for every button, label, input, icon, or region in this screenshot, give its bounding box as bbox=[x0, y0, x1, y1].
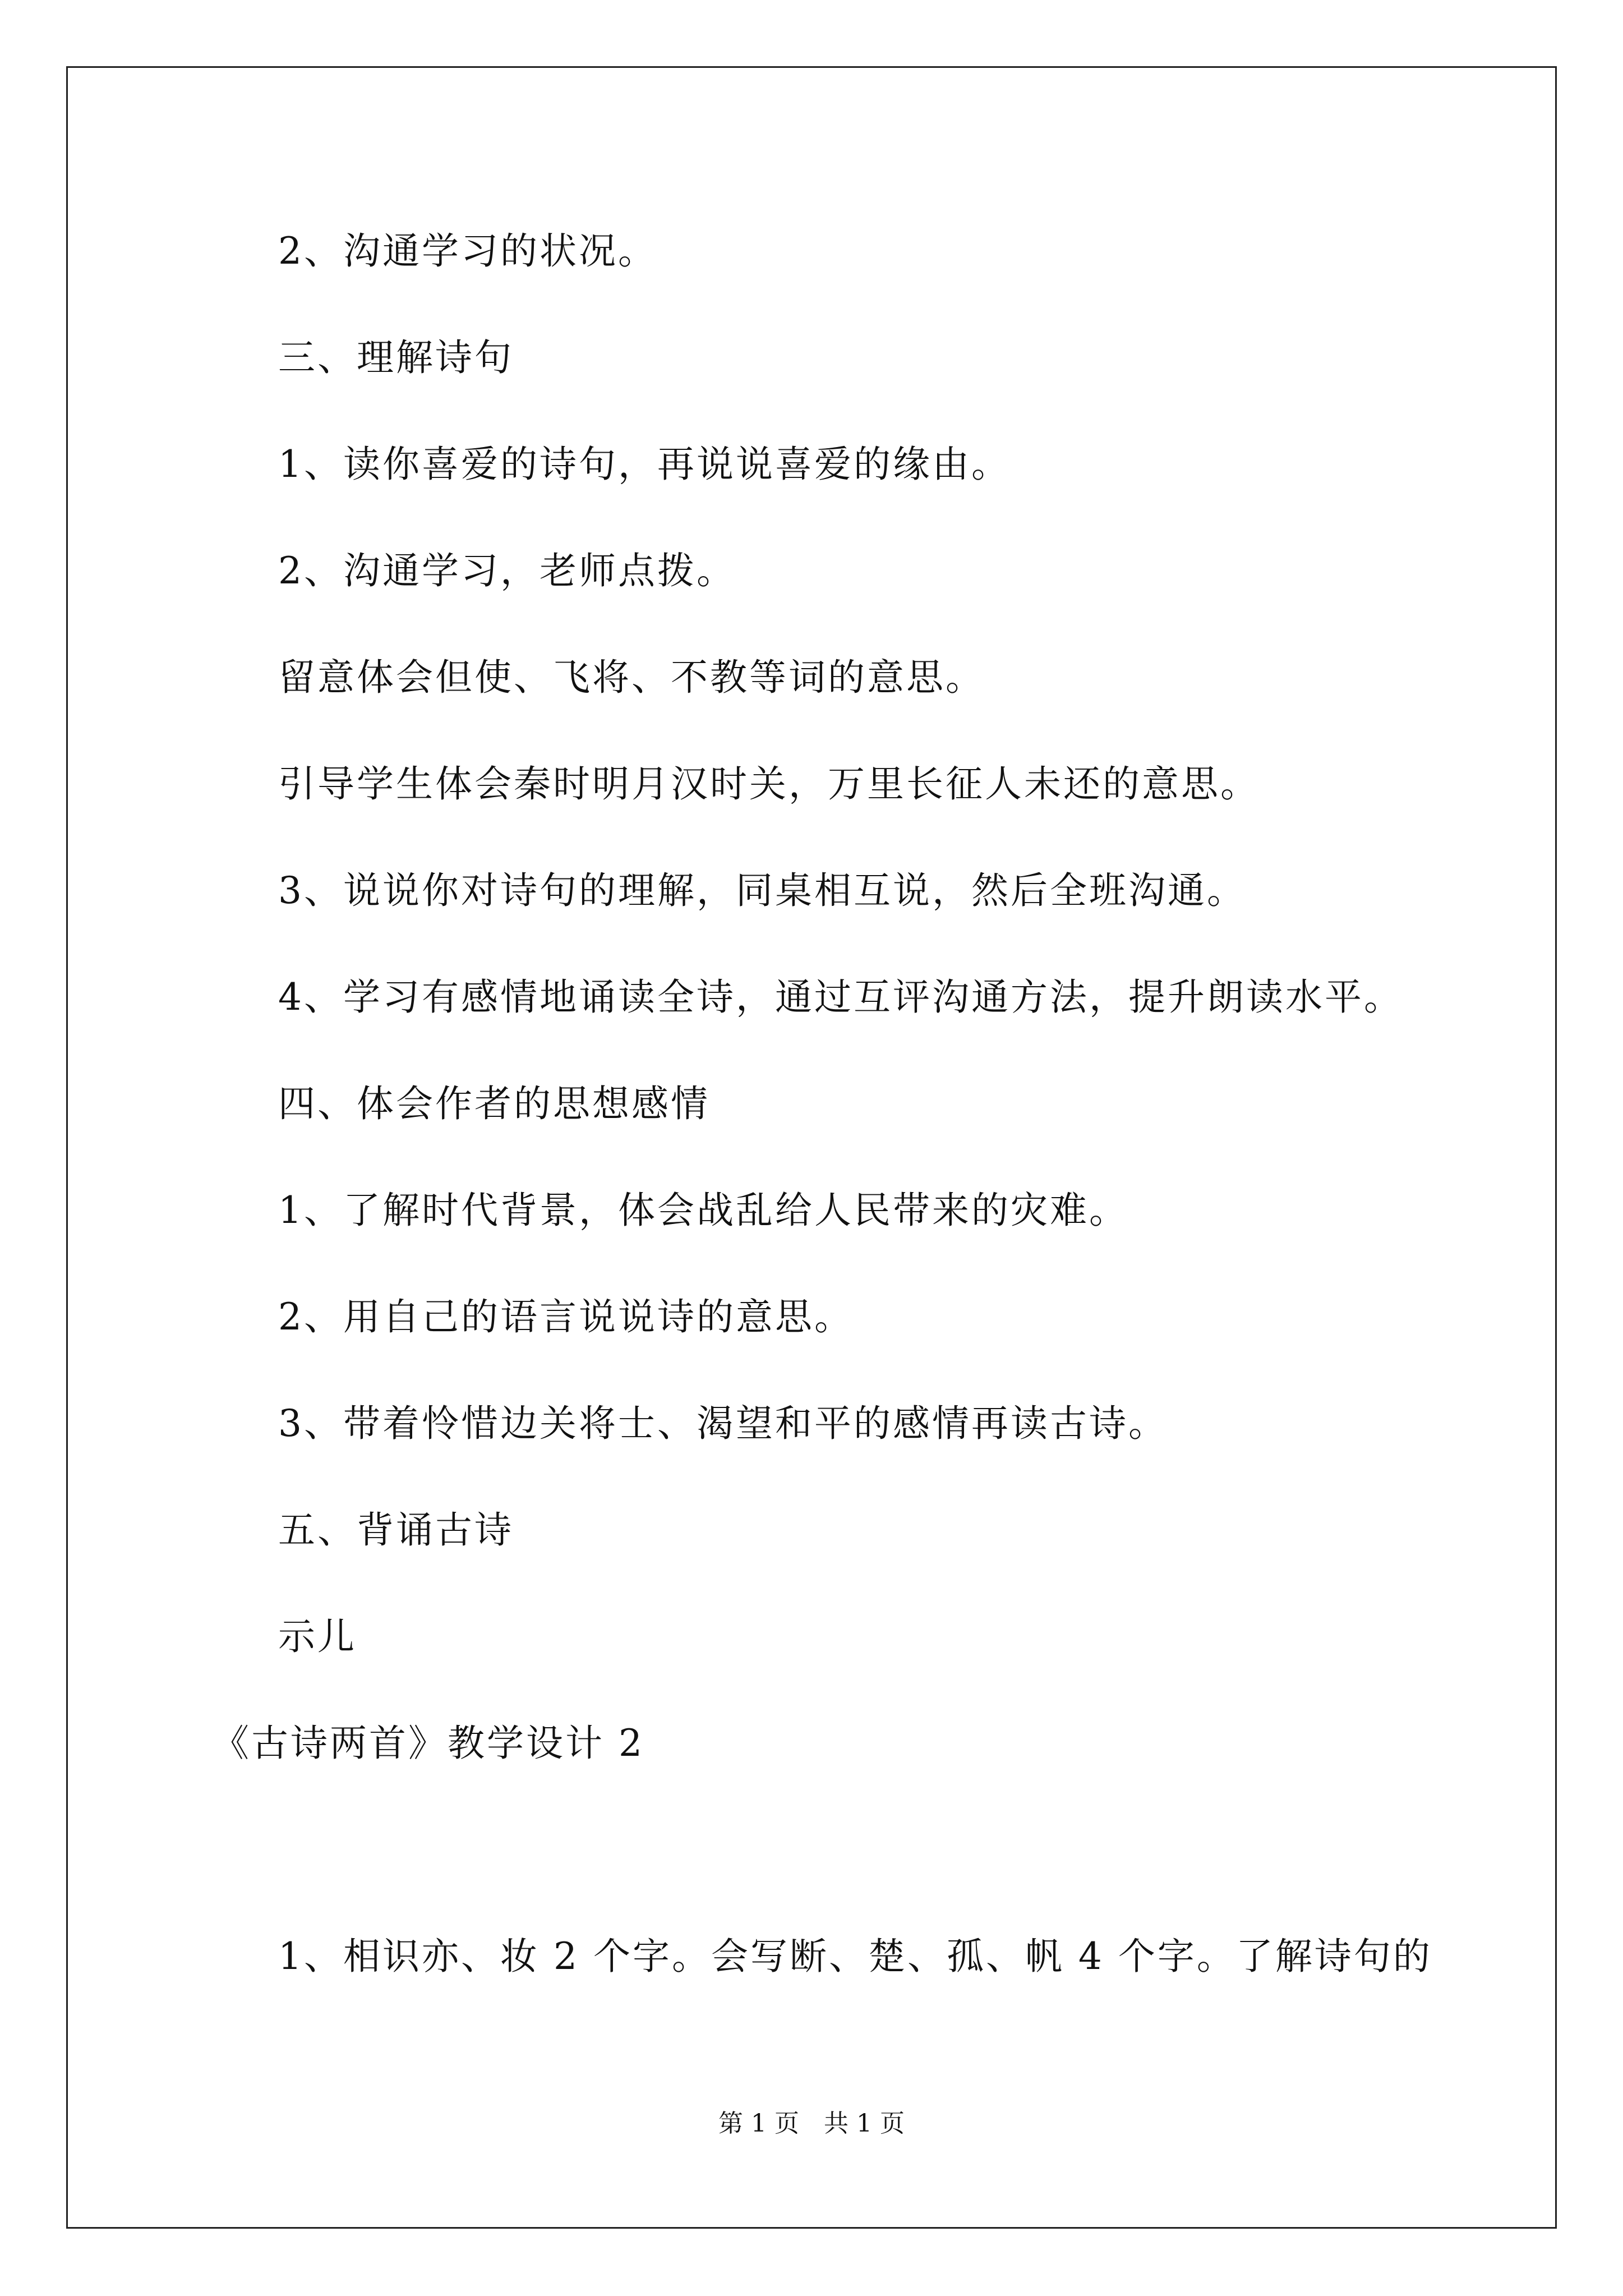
text-line-4: 留意体会但使、飞将、不教等词的意思。 bbox=[278, 656, 985, 699]
text-line-10: 3、带着怜惜边关将士、渴望和平的感情再读古诗。 bbox=[278, 1402, 1168, 1445]
poem-title: 示儿 bbox=[278, 1615, 357, 1658]
page-footer: 第 1 页 共 1 页 bbox=[718, 2109, 905, 2138]
document-title: 《古诗两首》教学设计 2 bbox=[212, 1722, 644, 1765]
section-heading-5: 五、背诵古诗 bbox=[278, 1508, 514, 1552]
text-line-5: 引导学生体会秦时明月汉时关，万里长征人未还的意思。 bbox=[278, 762, 1260, 806]
text-line-8: 1、了解时代背景，体会战乱给人民带来的灾难。 bbox=[278, 1189, 1128, 1232]
text-line-9: 2、用自己的语言说说诗的意思。 bbox=[278, 1295, 854, 1338]
text-line-1: 2、沟通学习的状况。 bbox=[278, 229, 657, 273]
text-line-11: 1、相识亦、妆 2 个字。会写断、楚、孤、帆 4 个字。了解诗句的 bbox=[278, 1935, 1432, 1978]
text-line-6: 3、说说你对诗句的理解，同桌相互说，然后全班沟通。 bbox=[278, 869, 1246, 912]
text-line-7: 4、学习有感情地诵读全诗，通过互评沟通方法，提升朗读水平。 bbox=[278, 976, 1403, 1019]
text-line-2: 1、读你喜爱的诗句，再说说喜爱的缘由。 bbox=[278, 443, 1011, 486]
section-heading-3: 三、理解诗句 bbox=[278, 336, 514, 379]
section-heading-4: 四、体会作者的思想感情 bbox=[278, 1082, 710, 1125]
text-line-3: 2、沟通学习，老师点拨。 bbox=[278, 549, 736, 592]
page-border bbox=[66, 66, 1557, 2229]
